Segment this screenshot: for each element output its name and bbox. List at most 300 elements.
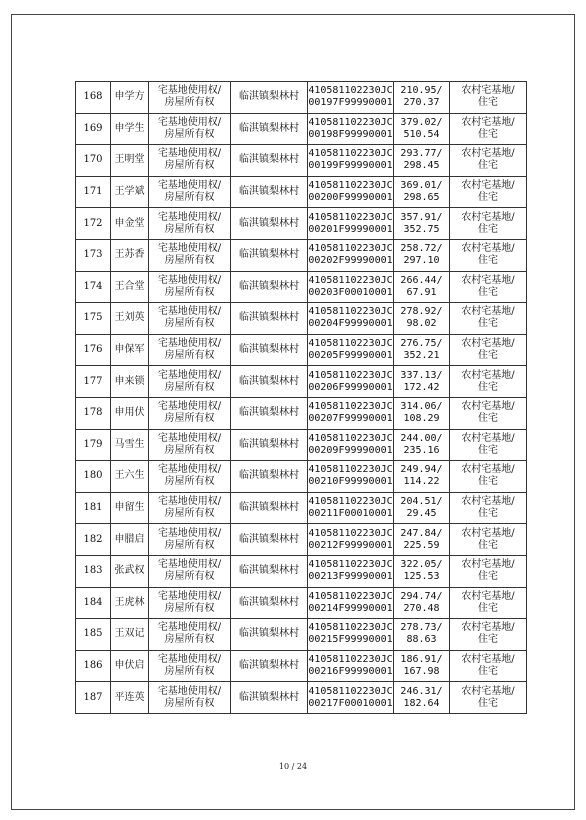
land-use-cell-line: 农村宅基地/ [461,685,515,697]
unit-code-cell-line: 410581102230JC [308,527,393,539]
land-use-cell-line: 农村宅基地/ [461,369,515,381]
location-cell: 临淇镇梨林村 [231,366,308,398]
area-cell [394,176,450,208]
unit-code-cell-line: 410581102230JC [308,306,393,318]
area-cell-line: 270.48 [403,602,440,614]
unit-code-cell-line: 00215F99990001 [308,634,393,646]
land-use-cell [450,271,527,303]
table-row [76,524,527,556]
land-use-cell-line: 住宅 [478,571,498,583]
right-type-cell-line: 房屋所有权 [164,476,215,488]
table-row [76,334,527,366]
land-use-cell [450,113,527,145]
row-number-cell: 179 [76,429,111,461]
unit-code-cell-line: 410581102230JC [308,590,393,602]
unit-code-cell-line: 410581102230JC [308,116,393,128]
table-row [76,303,527,335]
area-cell [394,650,450,682]
land-use-cell [450,208,527,240]
owner-name-cell: 王六生 [111,461,149,493]
right-type-cell-line: 宅基地使用权/ [157,211,222,223]
unit-code-cell-line: 00202F99990001 [308,255,393,267]
area-cell-line: 352.21 [403,350,440,362]
table-row [76,619,527,651]
row-number-cell: 178 [76,397,111,429]
unit-code-cell [308,524,394,556]
unit-code-cell [308,555,394,587]
location-cell: 临淇镇梨林村 [231,397,308,429]
right-type-cell [149,82,231,114]
area-cell-line: 294.74/ [400,590,443,602]
area-cell [394,429,450,461]
land-use-cell-line: 农村宅基地/ [461,180,515,192]
row-number-cell: 185 [76,619,111,651]
area-cell [394,366,450,398]
owner-name-cell: 申来锁 [111,366,149,398]
unit-code-cell-line: 00212F99990001 [308,539,393,551]
area-cell-line: 29.45 [406,508,437,520]
owner-name-cell: 申金堂 [111,208,149,240]
right-type-cell [149,429,231,461]
right-type-cell-line: 宅基地使用权/ [157,85,222,97]
right-type-cell-line: 房屋所有权 [164,160,215,172]
land-use-cell [450,176,527,208]
area-cell [394,461,450,493]
owner-name-cell: 申学生 [111,113,149,145]
area-cell [394,208,450,240]
right-type-cell-line: 宅基地使用权/ [157,653,222,665]
unit-code-cell [308,334,394,366]
land-use-cell-line: 住宅 [478,192,498,204]
area-cell-line: 314.06/ [400,401,443,413]
row-number-cell: 181 [76,492,111,524]
unit-code-cell [308,587,394,619]
owner-name-cell: 王双记 [111,619,149,651]
land-use-cell-line: 住宅 [478,665,498,677]
owner-name-cell: 王虎林 [111,587,149,619]
area-cell-line: 172.42 [403,381,440,393]
right-type-cell [149,587,231,619]
location-cell: 临淇镇梨林村 [231,271,308,303]
row-number-cell: 173 [76,239,111,271]
table-row [76,82,527,114]
right-type-cell-line: 房屋所有权 [164,697,215,709]
land-use-cell-line: 住宅 [478,508,498,520]
right-type-cell-line: 宅基地使用权/ [157,685,222,697]
area-cell-line: 293.77/ [400,148,443,160]
right-type-cell-line: 宅基地使用权/ [157,590,222,602]
right-type-cell [149,461,231,493]
right-type-cell [149,619,231,651]
unit-code-cell-line: 00201F99990001 [308,223,393,235]
unit-code-cell [308,619,394,651]
unit-code-cell [308,208,394,240]
right-type-cell [149,397,231,429]
table-row [76,682,527,714]
land-use-cell [450,461,527,493]
area-cell [394,619,450,651]
owner-name-cell: 马雪生 [111,429,149,461]
unit-code-cell-line: 00200F99990001 [308,192,393,204]
unit-code-cell-line: 410581102230JC [308,622,393,634]
unit-code-cell-line: 410581102230JC [308,496,393,508]
unit-code-cell-line: 00217F00010001 [308,697,393,709]
right-type-cell-line: 房屋所有权 [164,413,215,425]
land-use-cell-line: 农村宅基地/ [461,211,515,223]
table-row [76,461,527,493]
location-cell: 临淇镇梨林村 [231,619,308,651]
right-type-cell-line: 房屋所有权 [164,602,215,614]
unit-code-cell-line: 00210F99990001 [308,476,393,488]
row-number-cell: 180 [76,461,111,493]
right-type-cell [149,366,231,398]
land-use-cell-line: 住宅 [478,602,498,614]
unit-code-cell-line: 00209F99990001 [308,444,393,456]
table-row [76,587,527,619]
row-number-cell: 172 [76,208,111,240]
land-use-cell-line: 住宅 [478,539,498,551]
area-cell [394,587,450,619]
area-cell-line: 225.59 [403,539,440,551]
land-use-cell-line: 住宅 [478,381,498,393]
table-row [76,208,527,240]
location-cell: 临淇镇梨林村 [231,208,308,240]
owner-name-cell: 申伏启 [111,650,149,682]
unit-code-cell-line: 00204F99990001 [308,318,393,330]
land-use-cell-line: 农村宅基地/ [461,432,515,444]
owner-name-cell: 申留生 [111,492,149,524]
area-cell-line: 322.05/ [400,559,443,571]
land-use-cell-line: 住宅 [478,286,498,298]
table-row [76,366,527,398]
unit-code-cell-line: 410581102230JC [308,243,393,255]
location-cell: 临淇镇梨林村 [231,492,308,524]
page-number: 10 / 24 [278,762,308,771]
land-use-cell-line: 农村宅基地/ [461,622,515,634]
right-type-cell-line: 宅基地使用权/ [157,527,222,539]
right-type-cell-line: 宅基地使用权/ [157,496,222,508]
table-row [76,239,527,271]
area-cell-line: 186.91/ [400,653,443,665]
unit-code-cell-line: 410581102230JC [308,211,393,223]
owner-name-cell: 申学方 [111,82,149,114]
table-row [76,176,527,208]
right-type-cell-line: 房屋所有权 [164,128,215,140]
land-use-cell-line: 农村宅基地/ [461,590,515,602]
unit-code-cell [308,176,394,208]
right-type-cell [149,239,231,271]
unit-code-cell-line: 410581102230JC [308,559,393,571]
owner-name-cell: 王明堂 [111,145,149,177]
unit-code-cell-line: 00203F00010001 [308,286,393,298]
unit-code-cell [308,682,394,714]
area-cell-line: 297.10 [403,255,440,267]
right-type-cell-line: 宅基地使用权/ [157,148,222,160]
location-cell: 临淇镇梨林村 [231,176,308,208]
land-use-cell-line: 住宅 [478,160,498,172]
area-cell-line: 369.01/ [400,180,443,192]
area-cell-line: 510.54 [403,128,440,140]
area-cell-line: 249.94/ [400,464,443,476]
unit-code-cell-line: 410581102230JC [308,148,393,160]
right-type-cell [149,145,231,177]
land-use-cell-line: 住宅 [478,350,498,362]
land-use-cell-line: 农村宅基地/ [461,274,515,286]
area-cell-line: 167.98 [403,665,440,677]
table-row [76,650,527,682]
right-type-cell-line: 宅基地使用权/ [157,401,222,413]
right-type-cell-line: 房屋所有权 [164,381,215,393]
land-use-cell-line: 农村宅基地/ [461,306,515,318]
area-cell-line: 210.95/ [400,85,443,97]
area-cell-line: 278.92/ [400,306,443,318]
row-number-cell: 169 [76,113,111,145]
right-type-cell-line: 宅基地使用权/ [157,369,222,381]
area-cell [394,555,450,587]
table-row [76,145,527,177]
land-use-cell [450,555,527,587]
land-use-cell-line: 住宅 [478,255,498,267]
unit-code-cell-line: 410581102230JC [308,274,393,286]
land-use-cell-line: 农村宅基地/ [461,527,515,539]
unit-code-cell-line: 410581102230JC [308,180,393,192]
area-cell [394,682,450,714]
unit-code-cell-line: 410581102230JC [308,464,393,476]
land-use-cell-line: 住宅 [478,444,498,456]
land-use-cell-line: 住宅 [478,413,498,425]
property-records-table [75,81,527,714]
area-cell [394,334,450,366]
land-use-cell [450,366,527,398]
land-use-cell-line: 住宅 [478,128,498,140]
land-use-cell [450,82,527,114]
right-type-cell [149,271,231,303]
area-cell-line: 244.00/ [400,432,443,444]
unit-code-cell [308,650,394,682]
unit-code-cell-line: 00199F99990001 [308,160,393,172]
unit-code-cell-line: 410581102230JC [308,653,393,665]
land-use-cell-line: 住宅 [478,318,498,330]
right-type-cell-line: 房屋所有权 [164,665,215,677]
land-use-cell-line: 农村宅基地/ [461,401,515,413]
unit-code-cell [308,461,394,493]
row-number-cell: 187 [76,682,111,714]
right-type-cell-line: 宅基地使用权/ [157,274,222,286]
land-use-cell-line: 农村宅基地/ [461,85,515,97]
unit-code-cell-line: 410581102230JC [308,432,393,444]
row-number-cell: 174 [76,271,111,303]
area-cell-line: 108.29 [403,413,440,425]
unit-code-cell-line: 00205F99990001 [308,350,393,362]
right-type-cell-line: 房屋所有权 [164,634,215,646]
unit-code-cell-line: 00197F99990001 [308,97,393,109]
land-use-cell [450,587,527,619]
unit-code-cell-line: 00216F99990001 [308,665,393,677]
owner-name-cell: 王苏香 [111,239,149,271]
owner-name-cell: 申腊启 [111,524,149,556]
right-type-cell [149,682,231,714]
land-use-cell-line: 农村宅基地/ [461,559,515,571]
unit-code-cell [308,492,394,524]
unit-code-cell-line: 00214F99990001 [308,602,393,614]
area-cell-line: 270.37 [403,97,440,109]
right-type-cell-line: 宅基地使用权/ [157,432,222,444]
right-type-cell [149,176,231,208]
unit-code-cell [308,366,394,398]
area-cell-line: 266.44/ [400,274,443,286]
right-type-cell [149,650,231,682]
row-number-cell: 177 [76,366,111,398]
location-cell: 临淇镇梨林村 [231,334,308,366]
area-cell [394,303,450,335]
right-type-cell-line: 房屋所有权 [164,539,215,551]
area-cell-line: 125.53 [403,571,440,583]
land-use-cell [450,145,527,177]
land-use-cell [450,334,527,366]
location-cell: 临淇镇梨林村 [231,145,308,177]
land-use-cell-line: 住宅 [478,476,498,488]
area-cell [394,239,450,271]
land-use-cell [450,429,527,461]
area-cell-line: 235.16 [403,444,440,456]
unit-code-cell-line: 410581102230JC [308,338,393,350]
location-cell: 临淇镇梨林村 [231,524,308,556]
owner-name-cell: 申保军 [111,334,149,366]
unit-code-cell-line: 00213F99990001 [308,571,393,583]
land-use-cell [450,239,527,271]
area-cell-line: 98.02 [406,318,437,330]
unit-code-cell-line: 410581102230JC [308,85,393,97]
location-cell: 临淇镇梨林村 [231,113,308,145]
owner-name-cell: 平连英 [111,682,149,714]
land-use-cell [450,492,527,524]
right-type-cell-line: 宅基地使用权/ [157,338,222,350]
unit-code-cell-line: 00207F99990001 [308,413,393,425]
land-use-cell [450,619,527,651]
right-type-cell-line: 宅基地使用权/ [157,622,222,634]
owner-name-cell: 张武权 [111,555,149,587]
row-number-cell: 176 [76,334,111,366]
right-type-cell [149,555,231,587]
location-cell: 临淇镇梨林村 [231,587,308,619]
area-cell [394,82,450,114]
unit-code-cell [308,397,394,429]
area-cell [394,113,450,145]
area-cell-line: 379.02/ [400,116,443,128]
right-type-cell [149,492,231,524]
land-use-cell-line: 住宅 [478,223,498,235]
location-cell: 临淇镇梨林村 [231,650,308,682]
unit-code-cell-line: 410581102230JC [308,685,393,697]
table-row [76,492,527,524]
area-cell-line: 67.91 [406,286,437,298]
right-type-cell-line: 房屋所有权 [164,97,215,109]
area-cell-line: 278.73/ [400,622,443,634]
area-cell-line: 352.75 [403,223,440,235]
owner-name-cell: 申用伏 [111,397,149,429]
row-number-cell: 170 [76,145,111,177]
unit-code-cell [308,239,394,271]
area-cell [394,145,450,177]
land-use-cell-line: 农村宅基地/ [461,653,515,665]
land-use-cell-line: 住宅 [478,697,498,709]
unit-code-cell [308,303,394,335]
area-cell-line: 337.13/ [400,369,443,381]
table-row [76,555,527,587]
right-type-cell-line: 宅基地使用权/ [157,464,222,476]
right-type-cell-line: 房屋所有权 [164,508,215,520]
right-type-cell-line: 房屋所有权 [164,255,215,267]
table-row [76,271,527,303]
right-type-cell [149,334,231,366]
land-use-cell-line: 农村宅基地/ [461,148,515,160]
land-use-cell [450,303,527,335]
right-type-cell-line: 房屋所有权 [164,223,215,235]
table-body [76,82,527,714]
area-cell [394,271,450,303]
row-number-cell: 182 [76,524,111,556]
land-use-cell-line: 农村宅基地/ [461,464,515,476]
unit-code-cell [308,113,394,145]
area-cell [394,397,450,429]
land-use-cell-line: 农村宅基地/ [461,116,515,128]
table-row [76,429,527,461]
unit-code-cell-line: 410581102230JC [308,401,393,413]
land-use-cell [450,650,527,682]
row-number-cell: 186 [76,650,111,682]
row-number-cell: 171 [76,176,111,208]
unit-code-cell [308,82,394,114]
land-use-cell [450,524,527,556]
right-type-cell-line: 房屋所有权 [164,192,215,204]
right-type-cell [149,303,231,335]
table-row [76,397,527,429]
area-cell-line: 182.64 [403,697,440,709]
row-number-cell: 183 [76,555,111,587]
unit-code-cell [308,271,394,303]
area-cell [394,492,450,524]
area-cell-line: 298.45 [403,160,440,172]
right-type-cell-line: 房屋所有权 [164,444,215,456]
owner-name-cell: 王合堂 [111,271,149,303]
area-cell-line: 204.51/ [400,496,443,508]
area-cell-line: 88.63 [406,634,437,646]
area-cell-line: 247.84/ [400,527,443,539]
land-use-cell-line: 住宅 [478,634,498,646]
right-type-cell-line: 宅基地使用权/ [157,243,222,255]
land-use-cell-line: 住宅 [478,97,498,109]
owner-name-cell: 王刘英 [111,303,149,335]
location-cell: 临淇镇梨林村 [231,461,308,493]
row-number-cell: 175 [76,303,111,335]
unit-code-cell-line: 410581102230JC [308,369,393,381]
unit-code-cell [308,429,394,461]
land-use-cell [450,397,527,429]
right-type-cell [149,113,231,145]
owner-name-cell: 王学斌 [111,176,149,208]
right-type-cell-line: 房屋所有权 [164,571,215,583]
area-cell [394,524,450,556]
right-type-cell-line: 宅基地使用权/ [157,559,222,571]
location-cell: 临淇镇梨林村 [231,555,308,587]
location-cell: 临淇镇梨林村 [231,239,308,271]
row-number-cell: 184 [76,587,111,619]
area-cell-line: 276.75/ [400,338,443,350]
right-type-cell-line: 宅基地使用权/ [157,116,222,128]
right-type-cell-line: 宅基地使用权/ [157,180,222,192]
right-type-cell [149,524,231,556]
unit-code-cell-line: 00198F99990001 [308,128,393,140]
